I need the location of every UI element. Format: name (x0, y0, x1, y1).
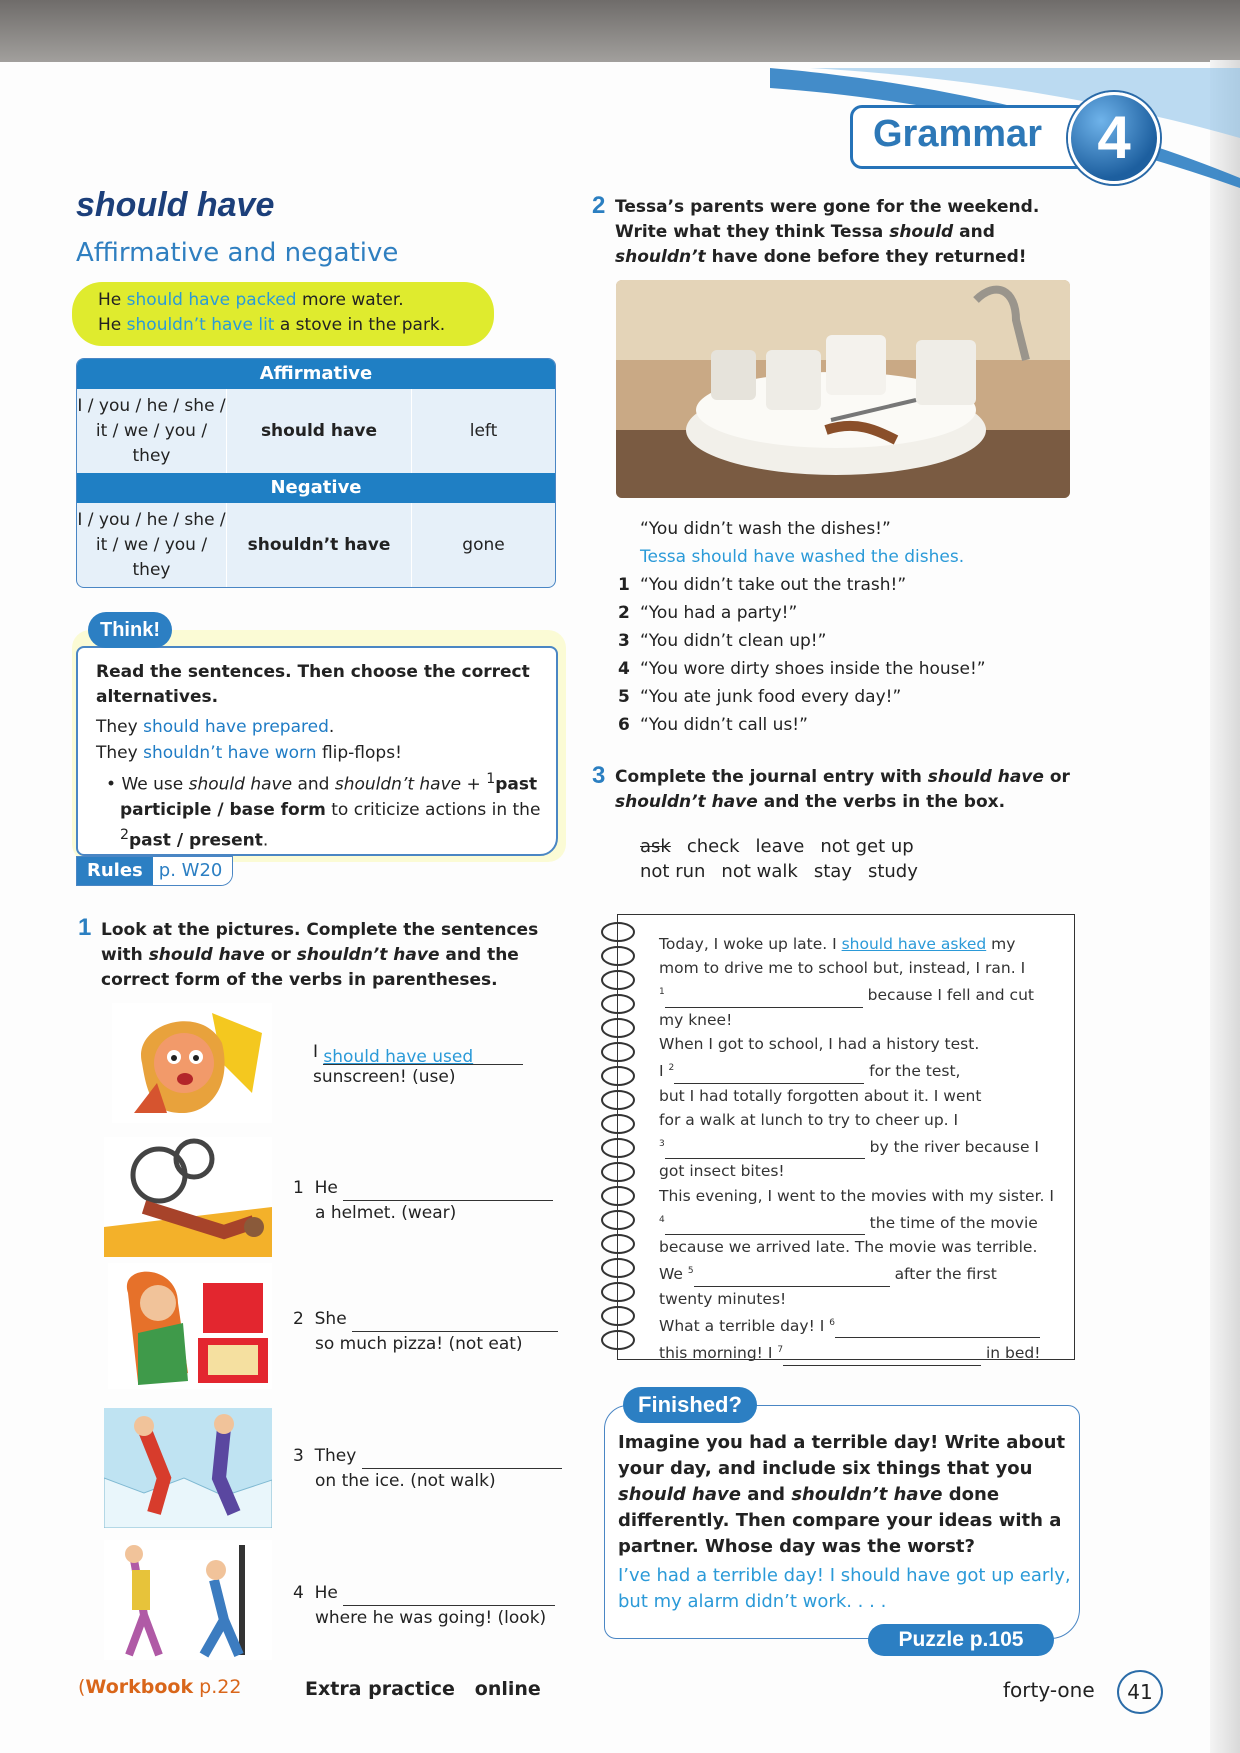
exercise-2-item-1-number: 1 (618, 575, 630, 595)
exercise-2-item-1: “You didn’t take out the trash!” (640, 575, 907, 595)
workbook-reference[interactable]: (Workbook p.22 (78, 1676, 242, 1698)
example-answer: should have used (323, 1047, 474, 1067)
spiral-ring (602, 947, 634, 965)
pizza-girl-picture (108, 1263, 272, 1389)
word-not-get-up: not get up (820, 836, 914, 857)
exercise-2-item-6-number: 6 (618, 715, 630, 735)
word-box (640, 834, 960, 884)
exercise-2-item-2: “You had a party!” (640, 603, 798, 623)
bike-crash-picture (104, 1137, 272, 1257)
think-badge: Think! (88, 612, 172, 648)
exercise-2-item-5: “You ate junk food every day!” (640, 687, 902, 707)
affirmative-row (77, 389, 555, 473)
puzzle-link[interactable]: Puzzle p.105 (868, 1624, 1054, 1656)
finished-badge: Finished? (623, 1387, 757, 1423)
subjects-cell: I / you / he / she / it / we / you / they (77, 503, 227, 587)
journal-blank-2[interactable] (674, 1068, 864, 1084)
negative-header: Negative (77, 473, 555, 503)
subjects-cell: I / you / he / she / it / we / you / they (77, 389, 227, 473)
modal-cell: shouldn’t have (227, 503, 412, 587)
exercise-2-item-3: “You didn’t clean up!” (640, 631, 827, 651)
dirty-dishes-photo (616, 280, 1070, 498)
exercise-2-instruction: Tessa’s parents were gone for the weekend. Write what they think Tessa should and shouldn’t have done before they returned! (615, 197, 1040, 267)
exercise-2-item-2-number: 2 (618, 603, 630, 623)
exercise-1-example: I should have used sunscreen! (use) (313, 1040, 523, 1090)
rules-page: p. W20 (153, 857, 233, 885)
page-edge-shadow (1210, 60, 1240, 1753)
spiral-ring (602, 1091, 634, 1109)
exercise-2-item-6: “You didn’t call us!” (640, 715, 808, 735)
exercise-2-example-quote: “You didn’t wash the dishes!” (640, 519, 891, 539)
exercise-3-instruction: Complete the journal entry with should have or shouldn’t have and the verbs in the box. (615, 767, 1070, 812)
exercise-2-item-4-number: 4 (618, 659, 630, 679)
exercise-2-example-answer: Tessa should have washed the dishes. (640, 547, 965, 567)
think-example-2: They shouldn’t have worn flip-flops! (96, 743, 402, 763)
journal-text: Today, I woke up late. I should have asked my mom to drive me to school but, instead, I ran. I $^1$ because I fell and cut my knee! When I got to school, I had a history test. I $^2$ for the test, but I had totally forgotten about it. I went for a walk at lunch to try to cheer up. I $^3$ by the river because I got insect bites! This evening, I went to the movies with my sister. I $^4$ the time of the movie because we arrived late. The movie was terrible. We $^5$ after the first twenty minutes! What a terrible day! I $^6$ this morning! I $^7$ in bed! (659, 932, 1059, 1366)
answer-line[interactable] (343, 1181, 553, 1201)
rules-reference[interactable] (76, 856, 233, 886)
answer-line[interactable] (352, 1312, 558, 1332)
scan-top-shadow (0, 0, 1240, 70)
extra-practice[interactable]: Extra practice online (305, 1678, 541, 1700)
spiral-ring (602, 995, 634, 1013)
sunburn-girl-picture (112, 1003, 272, 1123)
page-number-word: forty-one (1003, 1678, 1095, 1702)
spiral-ring (602, 1187, 634, 1205)
grammar-table (76, 358, 556, 588)
spiral-ring (602, 1019, 634, 1037)
exercise-2-item-5-number: 5 (618, 687, 630, 707)
affirmative-header: Affirmative (77, 359, 555, 389)
spiral-ring (602, 1235, 634, 1253)
page-number: 41 (1117, 1670, 1163, 1714)
word-study: study (867, 861, 918, 882)
spiral-ring (602, 1283, 634, 1301)
spiral-ring (602, 1139, 634, 1157)
spiral-ring (602, 1115, 634, 1133)
ice-walkers-picture (104, 1408, 272, 1528)
spiral-ring (602, 971, 634, 989)
spiral-ring (602, 1163, 634, 1181)
journal-blank-7[interactable] (783, 1350, 981, 1366)
word-stay: stay (813, 861, 852, 882)
journal-spiral-binding (598, 916, 642, 1356)
word-leave: leave (755, 836, 805, 857)
journal-blank-6[interactable] (835, 1322, 1040, 1338)
journal-blank-4[interactable] (665, 1219, 865, 1235)
verb-cell: gone (462, 534, 505, 555)
word-not-walk: not walk (721, 861, 798, 882)
spiral-ring (602, 1307, 634, 1325)
exercise-1-item-2: 2 She so much pizza! (not eat) (293, 1307, 558, 1357)
think-instruction: Read the sentences. Then choose the correct alternatives. (96, 662, 530, 707)
example-sentences: He should have packed more water. He shouldn’t have lit a stove in the park. (72, 282, 494, 346)
rules-label: Rules (77, 857, 153, 885)
exercise-3-number: 3 (592, 762, 606, 789)
think-rule: • We use should have and shouldn’t have + $^1$past participle / base form to criticize actions in the $^2$past / present. (106, 771, 541, 851)
journal-blank-1[interactable] (665, 992, 863, 1008)
spiral-ring (602, 1043, 634, 1061)
spiral-ring (602, 1331, 634, 1349)
spiral-ring (602, 1259, 634, 1277)
unit-number-badge: 4 (1068, 92, 1160, 184)
finished-instruction: Imagine you had a terrible day! Write about your day, and include six things that you should have and shouldn’t have done differently. Then compare your ideas with a partner. Whose day was the worst? (618, 1432, 1066, 1557)
exercise-1-item-1: 1 He a helmet. (wear) (293, 1176, 553, 1226)
exercise-1-item-4: 4 He where he was going! (look) (293, 1581, 555, 1631)
spiral-ring (602, 923, 634, 941)
word-check: check (686, 836, 740, 857)
negative-row (77, 503, 555, 587)
exercise-2-item-3-number: 3 (618, 631, 630, 651)
page-title: should have (76, 186, 275, 224)
answer-line[interactable] (362, 1449, 562, 1469)
exercise-1-instruction: Look at the pictures. Complete the sentences with should have or shouldn’t have and the correct form of the verbs in parentheses. (101, 920, 539, 990)
word-ask: ask (640, 836, 671, 857)
word-not-run: not run (640, 861, 706, 882)
answer-line[interactable] (343, 1586, 555, 1606)
journal-blank-3[interactable] (665, 1143, 865, 1159)
exercise-2-number: 2 (592, 192, 606, 219)
modal-cell: should have (227, 389, 412, 473)
exercise-2-item-4: “You wore dirty shoes inside the house!” (640, 659, 986, 679)
finished-example: I’ve had a terrible day! I should have got up early, but my alarm didn’t work. . . . (618, 1565, 1071, 1612)
journal-example-answer: should have asked (841, 935, 987, 953)
exercise-1-item-3: 3 They on the ice. (not walk) (293, 1444, 562, 1494)
spiral-ring (602, 1211, 634, 1229)
think-example-1: They should have prepared. (96, 717, 335, 737)
section-title: Grammar (873, 113, 1042, 155)
journal-blank-5[interactable] (694, 1271, 890, 1287)
verb-cell: left (469, 420, 498, 441)
subtitle: Affirmative and negative (76, 238, 399, 268)
lamppost-picture (104, 1540, 272, 1660)
spiral-ring (602, 1067, 634, 1085)
exercise-1-number: 1 (78, 914, 92, 941)
